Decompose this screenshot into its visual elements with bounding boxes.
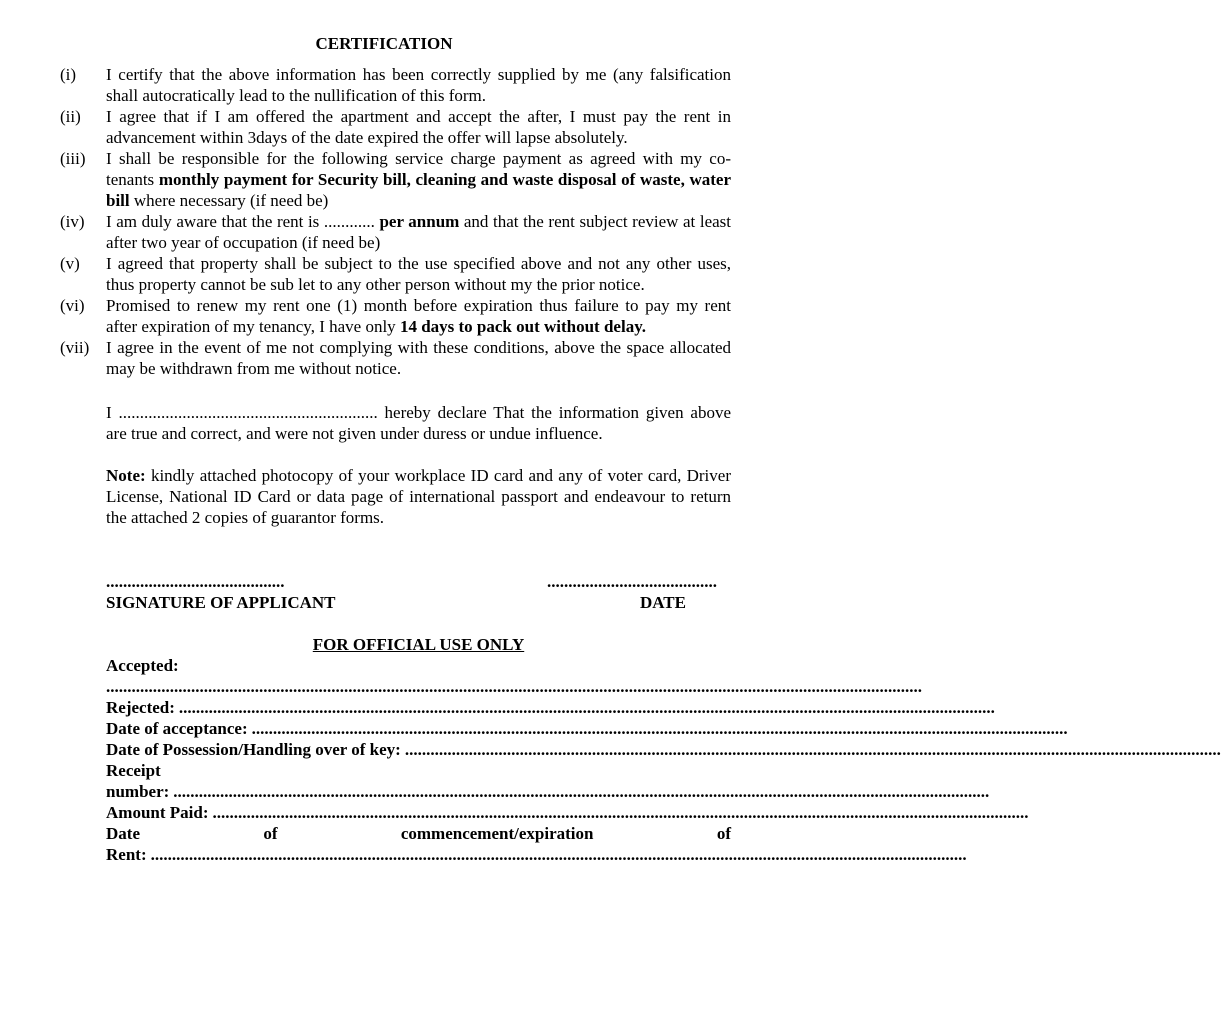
clause-text: I shall be responsible for the following service charge payment as agreed with my co-tenants monthly payment for Security bill, cleaning and waste disposal of waste, water bill where necessary (if need be) <box>106 149 732 210</box>
receipt-row <box>106 760 731 781</box>
receipt-number-field: ................................................................................................................................................................................................ <box>173 782 990 801</box>
clause-item <box>60 106 731 148</box>
date-of-possession-label: Date of Possession/Handling over of key: <box>106 740 401 759</box>
clause-text: I agree in the event of me not complying with these conditions, above the space allocated may be withdrawn from me without notice. <box>106 338 731 378</box>
commencement-word: Date <box>106 824 140 843</box>
clause-item <box>60 295 731 337</box>
rejected-row <box>106 697 995 718</box>
accepted-row <box>106 655 731 676</box>
clause-text: I agreed that property shall be subject to the use specified above and not any other uses, thus property cannot be sub let to any other person without my the prior notice. <box>106 254 731 294</box>
receipt-number-label: number: <box>106 782 170 801</box>
receipt-label: Receipt <box>106 761 161 780</box>
clause-item <box>60 211 731 253</box>
applicant-signature-label: SIGNATURE OF APPLICANT <box>106 593 336 612</box>
commencement-word: of <box>716 824 731 843</box>
date-label: DATE <box>640 593 686 612</box>
commencement-row <box>106 823 731 844</box>
clause-item <box>60 64 731 106</box>
rejected-field: ................................................................................................................................................................................................ <box>178 698 995 717</box>
page-title: CERTIFICATION <box>315 34 453 53</box>
rejected-label: Rejected: <box>106 698 175 717</box>
receipt-number-row <box>106 781 990 802</box>
note-label: Note: <box>106 466 146 485</box>
clause-number: (i) <box>60 65 77 84</box>
rent-label: Rent: <box>106 845 147 864</box>
amount-paid-label: Amount Paid: <box>106 803 209 822</box>
date-signature-line: ........................................ <box>547 572 717 591</box>
official-use-section <box>106 655 1221 865</box>
note-text: kindly attached photocopy of your workplace ID card and any of voter card, Driver License, National ID Card or data page of international passport and endeavour to return the attached 2 copies of guarantor forms. <box>106 466 731 527</box>
amount-paid-field: ................................................................................................................................................................................................ <box>212 803 1029 822</box>
date-of-possession-field: ................................................................................................................................................................................................ <box>404 740 1221 759</box>
clause-number: (v) <box>60 254 80 273</box>
clause-number: (ii) <box>60 107 81 126</box>
clause-number: (iv) <box>60 212 85 231</box>
clause-item <box>60 148 731 211</box>
date-of-possession-row <box>106 739 1221 760</box>
clause-item <box>60 337 731 379</box>
clause-text: I am duly aware that the rent is ............ per annum and that the rent subject review at least after two year of occupation (if need be) <box>106 212 731 252</box>
official-use-heading: FOR OFFICIAL USE ONLY <box>312 635 525 654</box>
accepted-label: Accepted: <box>106 656 179 675</box>
date-of-acceptance-field: ................................................................................................................................................................................................ <box>251 719 1068 738</box>
clause-item <box>60 253 731 295</box>
clause-number: (iii) <box>60 149 86 168</box>
date-of-acceptance-label: Date of acceptance: <box>106 719 248 738</box>
amount-paid-row <box>106 802 1029 823</box>
note-paragraph <box>106 465 731 528</box>
rent-row <box>106 844 967 865</box>
clause-number: (vi) <box>60 296 85 315</box>
clause-list <box>60 64 731 379</box>
clause-number: (vii) <box>60 338 90 357</box>
clause-text: I certify that the above information has been correctly supplied by me (any falsification shall autocratically lead to the nullification of this form. <box>106 65 731 105</box>
rent-field: ................................................................................................................................................................................................ <box>150 845 967 864</box>
clause-text: Promised to renew my rent one (1) month before expiration thus failure to pay my rent after expiration of my tenancy, I have only 14 days to pack out without delay. <box>106 296 731 336</box>
declaration-paragraph: I ............................................................. hereby declare That the information given above are true and correct, and were not given under duress or undue influence. <box>106 403 731 443</box>
accepted-field: ................................................................................................................................................................................................ <box>106 677 922 696</box>
commencement-word: of <box>263 824 278 843</box>
applicant-signature-line: .......................................... <box>106 572 285 591</box>
date-of-acceptance-row <box>106 718 1068 739</box>
commencement-word: commencement/expiration <box>400 824 594 843</box>
clause-text: I agree that if I am offered the apartment and accept the after, I must pay the rent in advancement within 3days of the date expired the offer will lapse absolutely. <box>106 107 731 147</box>
